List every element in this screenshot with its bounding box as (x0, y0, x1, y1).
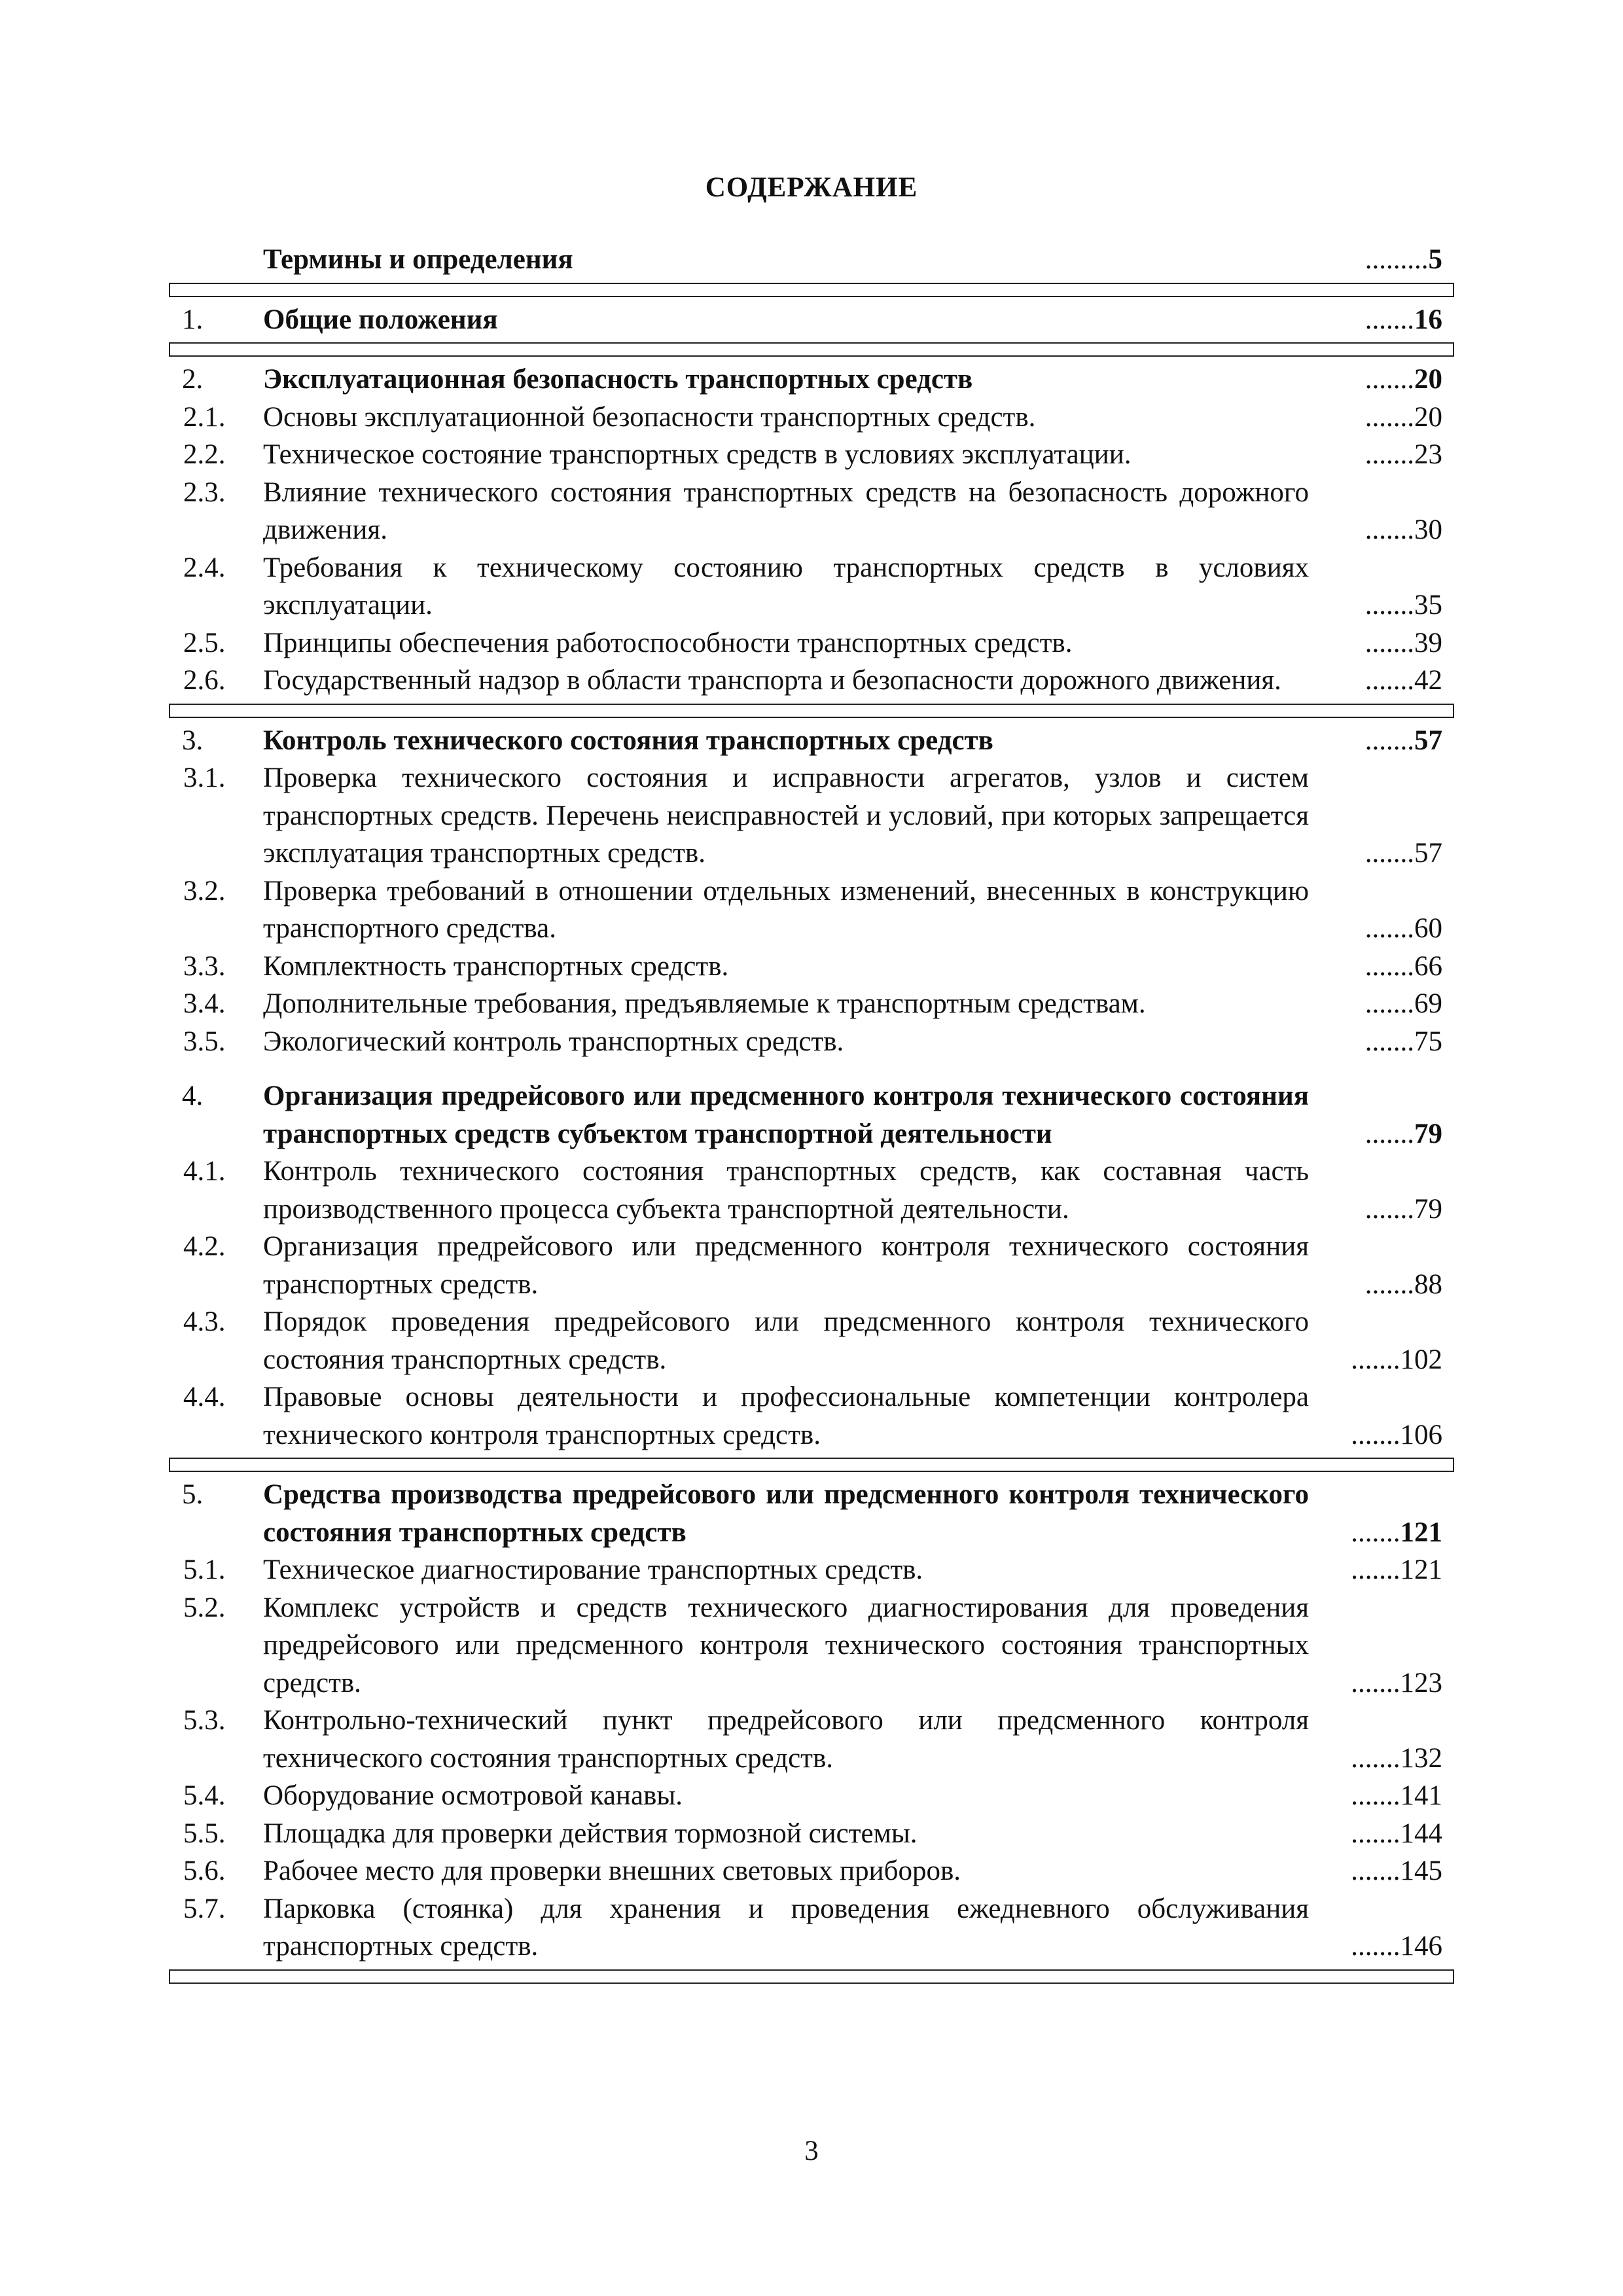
toc-entry-number: 4.4. (183, 1382, 226, 1412)
toc-entry-text: Влияние технического состояния транспортных средств на безопасность дорожного движения. (263, 476, 1309, 545)
toc-entry-page: .......20 (1364, 401, 1442, 433)
toc-entry-text: Контрольно-технический пункт предрейсового или предсменного контроля технического состояния транспортных средств. (263, 1705, 1309, 1774)
toc-entry-3-1 (169, 759, 1454, 872)
toc-title: СОДЕРЖАНИЕ (705, 172, 918, 203)
toc-entry-text: Комплекс устройств и средств технического диагностирования для проведения предрейсового или предсменного контроля технического состояния транспортных средств. (263, 1592, 1309, 1698)
toc-entry-3-4 (169, 985, 1454, 1023)
toc-entry-text: Средства производства предрейсового или предсменного контроля технического состояния транспортных средств (263, 1479, 1309, 1548)
toc-entry-number: 3.3. (183, 950, 226, 982)
table-of-contents (169, 241, 1454, 1988)
toc-entry-page: .......42 (1364, 665, 1442, 696)
toc-entry-number: 3.2. (183, 875, 226, 906)
toc-entry-number: 3.4. (183, 988, 226, 1019)
toc-entry-number: 5.1. (183, 1554, 226, 1585)
toc-entry-page: .......123 (1351, 1667, 1442, 1698)
toc-entry-number: 5.2. (183, 1592, 226, 1623)
toc-entry-5-6 (169, 1852, 1454, 1890)
toc-entry-text: Техническое диагностирование транспортных средств. (263, 1554, 923, 1585)
toc-entry-number: 2.1. (183, 401, 226, 433)
section-separator (169, 704, 1454, 718)
toc-entry-number: 4. (182, 1081, 204, 1111)
toc-entry-page: .........5 (1364, 244, 1442, 275)
toc-entry-text: Требования к техническому состоянию транспортных средств в условиях эксплуатации. (263, 552, 1309, 620)
toc-entry-text: Организация предрейсового или предсменного контроля технического состояния транспортных средств. (263, 1231, 1309, 1300)
toc-entry-3-2 (169, 872, 1454, 948)
toc-entry-2-4 (169, 549, 1454, 624)
toc-entry-page: .......121 (1351, 1554, 1442, 1585)
toc-entry-4-4 (169, 1378, 1454, 1454)
toc-entry-page: .......146 (1351, 1931, 1442, 1962)
toc-entry-text: Рабочее место для проверки внешних световых приборов. (263, 1856, 961, 1886)
toc-entry-page: .......88 (1364, 1268, 1442, 1300)
toc-entry-page: .......121 (1351, 1516, 1442, 1548)
toc-entry-number: 3. (182, 725, 204, 756)
toc-entry-page: .......57 (1364, 725, 1442, 756)
toc-entry-page: .......39 (1364, 627, 1442, 658)
toc-entry-2-2 (169, 436, 1454, 474)
toc-entry-page: .......57 (1364, 838, 1442, 869)
toc-entry-page: .......79 (1364, 1193, 1442, 1225)
toc-entry-number: 2.3. (183, 476, 226, 508)
toc-entry-4-1 (169, 1153, 1454, 1228)
toc-entry-page: .......75 (1364, 1026, 1442, 1057)
toc-entry-5-7 (169, 1890, 1454, 1965)
toc-entry-5-1 (169, 1551, 1454, 1589)
toc-entry-page: .......66 (1364, 950, 1442, 982)
toc-entry-3-3 (169, 948, 1454, 986)
toc-entry-5-5 (169, 1815, 1454, 1853)
toc-entry-number: 4.1. (183, 1156, 226, 1187)
toc-entry-page: .......60 (1364, 913, 1442, 944)
toc-entry-text: Правовые основы деятельности и профессиональные компетенции контролера технического контроля транспортных средств. (263, 1382, 1309, 1450)
toc-entry-page: .......23 (1364, 439, 1442, 470)
toc-entry-text: Площадка для проверки действия тормозной системы. (263, 1818, 918, 1849)
section-separator (169, 1969, 1454, 1984)
toc-entry-text: Техническое состояние транспортных средств в условиях эксплуатации. (263, 439, 1132, 470)
toc-entry-text: Организация предрейсового или предсменного контроля технического состояния транспортных средств субъектом транспортной деятельности (263, 1081, 1309, 1149)
toc-entry-text: Экологический контроль транспортных средств. (263, 1026, 844, 1057)
toc-entry-number: 2. (182, 364, 204, 395)
toc-entry-3-5 (169, 1023, 1454, 1061)
toc-entry-page: .......79 (1364, 1118, 1442, 1149)
toc-entry-1 (169, 301, 1454, 339)
toc-entry-text: Принципы обеспечения работоспособности транспортных средств. (263, 627, 1073, 658)
toc-entry-text: Дополнительные требования, предъявляемые к транспортным средствам. (263, 988, 1146, 1019)
toc-entry-4 (169, 1077, 1454, 1153)
toc-entry-number: 2.2. (183, 439, 226, 470)
toc-entry-text: Проверка требований в отношении отдельных изменений, внесенных в конструкцию транспортного средства. (263, 875, 1309, 944)
toc-entry-2-5 (169, 624, 1454, 662)
toc-entry-2-3 (169, 474, 1454, 549)
toc-entry-page: .......145 (1351, 1856, 1442, 1886)
toc-entry-number: 5. (182, 1479, 204, 1510)
toc-entry-text: Основы эксплуатационной безопасности транспортных средств. (263, 401, 1036, 433)
toc-entry-4-3 (169, 1303, 1454, 1378)
toc-entry-number: 3.1. (183, 762, 226, 793)
section-separator (169, 342, 1454, 357)
toc-entry-text: Государственный надзор в области транспорта и безопасности дорожного движения. (263, 665, 1281, 696)
toc-entry-number: 5.5. (183, 1818, 226, 1849)
section-separator (169, 1458, 1454, 1472)
toc-entry-page: .......69 (1364, 988, 1442, 1019)
toc-entry-number: 1. (182, 304, 204, 335)
toc-entry-number: 5.4. (183, 1780, 226, 1811)
toc-entry-number: 2.6. (183, 665, 226, 696)
toc-entry-2-1 (169, 399, 1454, 437)
toc-entry-2-6 (169, 662, 1454, 700)
toc-entry-3 (169, 722, 1454, 760)
toc-entry-number: 5.6. (183, 1856, 226, 1886)
toc-entry-page: .......16 (1364, 304, 1442, 335)
toc-entry-number: 5.7. (183, 1893, 226, 1924)
toc-entry-page: .......102 (1351, 1344, 1442, 1375)
toc-entry-page: .......132 (1351, 1742, 1442, 1774)
toc-entry-text: Эксплуатационная безопасность транспортных средств (263, 364, 973, 395)
toc-entry-text: Проверка технического состояния и исправности агрегатов, узлов и систем транспортных средств. Перечень неисправностей и условий, при которых запрещается эксплуатация транспортных средств. (263, 762, 1309, 869)
toc-entry-5-3 (169, 1702, 1454, 1777)
toc-entry-number: 2.4. (183, 552, 226, 583)
toc-entry-text: Общие положения (263, 304, 498, 335)
toc-entry-page: .......35 (1364, 590, 1442, 620)
page-number: 3 (804, 2136, 819, 2166)
toc-entry-5-2 (169, 1589, 1454, 1702)
toc-entry-page: .......30 (1364, 514, 1442, 545)
toc-entry-number: 3.5. (183, 1026, 226, 1057)
toc-entry-text: Порядок проведения предрейсового или предсменного контроля технического состояния транспортных средств. (263, 1306, 1309, 1375)
toc-entry-page: .......141 (1351, 1780, 1442, 1811)
toc-entry-2 (169, 361, 1454, 399)
toc-entry-text: Парковка (стоянка) для хранения и проведения ежедневного обслуживания транспортных средств. (263, 1893, 1309, 1962)
toc-entry-5 (169, 1476, 1454, 1551)
toc-entry-page: .......20 (1364, 364, 1442, 395)
toc-entry-text: Оборудование осмотровой канавы. (263, 1780, 683, 1811)
section-gap (169, 1060, 1454, 1077)
toc-entry-text: Термины и определения (263, 244, 573, 275)
toc-entry-terms (169, 241, 1454, 279)
toc-entry-number: 2.5. (183, 627, 226, 658)
toc-entry-number: 4.3. (183, 1306, 226, 1337)
toc-entry-page: .......106 (1351, 1419, 1442, 1450)
toc-entry-text: Контроль технического состояния транспортных средств (263, 725, 993, 756)
section-separator (169, 283, 1454, 297)
toc-entry-page: .......144 (1351, 1818, 1442, 1849)
toc-entry-4-2 (169, 1228, 1454, 1303)
toc-entry-text: Контроль технического состояния транспортных средств, как составная часть производственного процесса субъекта транспортной деятельности. (263, 1156, 1309, 1225)
toc-entry-5-4 (169, 1777, 1454, 1815)
toc-entry-number: 5.3. (183, 1705, 226, 1736)
toc-entry-number: 4.2. (183, 1231, 226, 1262)
toc-entry-text: Комплектность транспортных средств. (263, 950, 729, 982)
